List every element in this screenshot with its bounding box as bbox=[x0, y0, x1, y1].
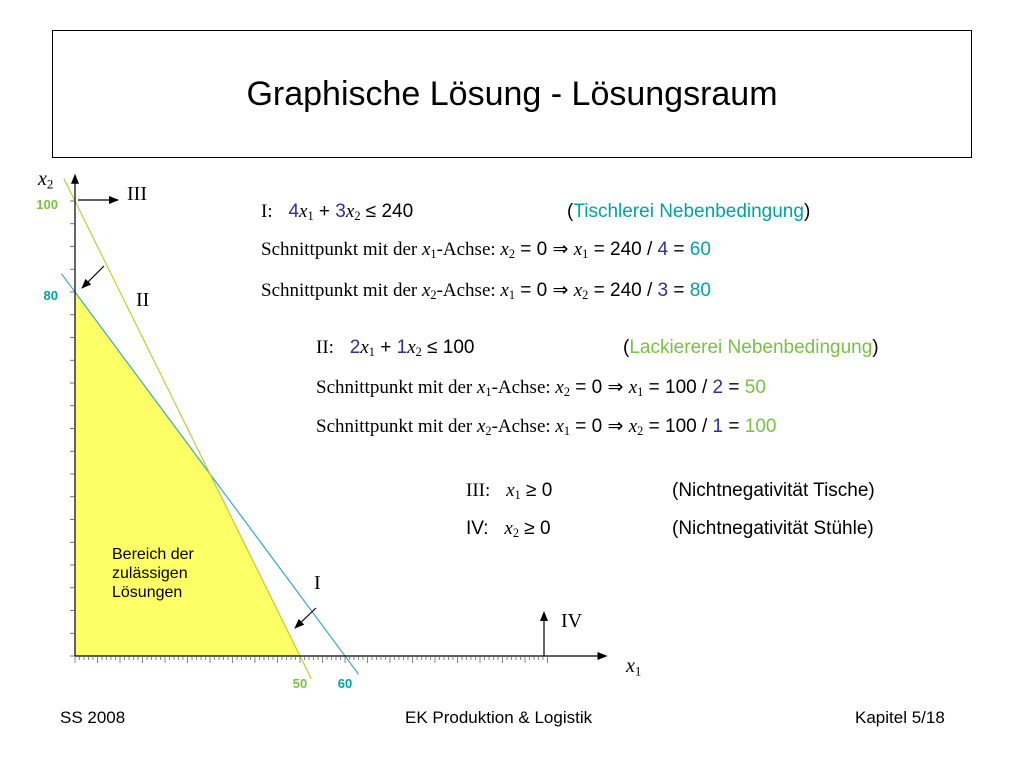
marker-IV: IV bbox=[561, 610, 583, 632]
constraint-II-intercept-x1: Schnittpunkt mit der $x_1$-Achse: $x_2 = 0$ ⇒ $x_1 = 100 / 2 = 50$ bbox=[316, 377, 766, 400]
constraint-II-note: (Lackiererei Nebenbedingung) bbox=[623, 337, 879, 358]
marker-II: II bbox=[136, 289, 150, 311]
footer-right: Kapitel 5/18 bbox=[855, 708, 945, 727]
constraint-II-intercept-x2: Schnittpunkt mit der $x_2$-Achse: $x_1 = 0$ ⇒ $x_2 = 100 / 1 = 100$ bbox=[316, 416, 777, 439]
constraint-I: I: $4x_1 + 3x_2 \le 240$ bbox=[261, 201, 414, 224]
constraint-I-intercept-x1: Schnittpunkt mit der $x_1$-Achse: $x_2 = 0$ ⇒ $x_1 = 240 / 4 = 60$ bbox=[261, 239, 711, 262]
y-tick-label-100: 100 bbox=[36, 197, 58, 212]
footer-center: EK Produktion & Logistik bbox=[405, 708, 593, 727]
constraint-IV-note: (Nichtnegativität Stühle) bbox=[672, 518, 874, 539]
x-tick-label-60: 60 bbox=[337, 676, 353, 691]
marker-III: III bbox=[127, 183, 147, 205]
footer-left: SS 2008 bbox=[60, 708, 126, 727]
page-title: Graphische Lösung - Lösungsraum bbox=[246, 74, 778, 113]
constraint-I-note: (Tischlerei Nebenbedingung) bbox=[567, 201, 811, 222]
feasible-region-label: Bereich der zulässigen Lösungen bbox=[112, 546, 194, 601]
x-axis-label: $x_1$ bbox=[626, 655, 642, 679]
constraint-III-note: (Nichtnegativität Tische) bbox=[672, 480, 875, 501]
constraint-IV: IV: $x_2 \ge 0$ bbox=[466, 518, 551, 541]
y-tick-label-80: 80 bbox=[43, 288, 58, 303]
constraint-III: III: $x_1 \ge 0$ bbox=[466, 480, 553, 503]
x-axis-ticks bbox=[75, 656, 548, 663]
y-axis-label: $x_2$ bbox=[38, 168, 54, 192]
arrow-I bbox=[295, 608, 316, 628]
arrow-II bbox=[82, 266, 104, 288]
x-tick-label-50: 50 bbox=[292, 676, 308, 691]
constraint-II: II: $2x_1 + 1x_2 \le 100$ bbox=[316, 337, 475, 360]
y-axis-ticks bbox=[70, 201, 75, 656]
marker-I: I bbox=[314, 572, 321, 594]
constraint-I-intercept-x2: Schnittpunkt mit der $x_2$-Achse: $x_1 = 0$ ⇒ $x_2 = 240 / 3 = 80$ bbox=[261, 280, 711, 303]
